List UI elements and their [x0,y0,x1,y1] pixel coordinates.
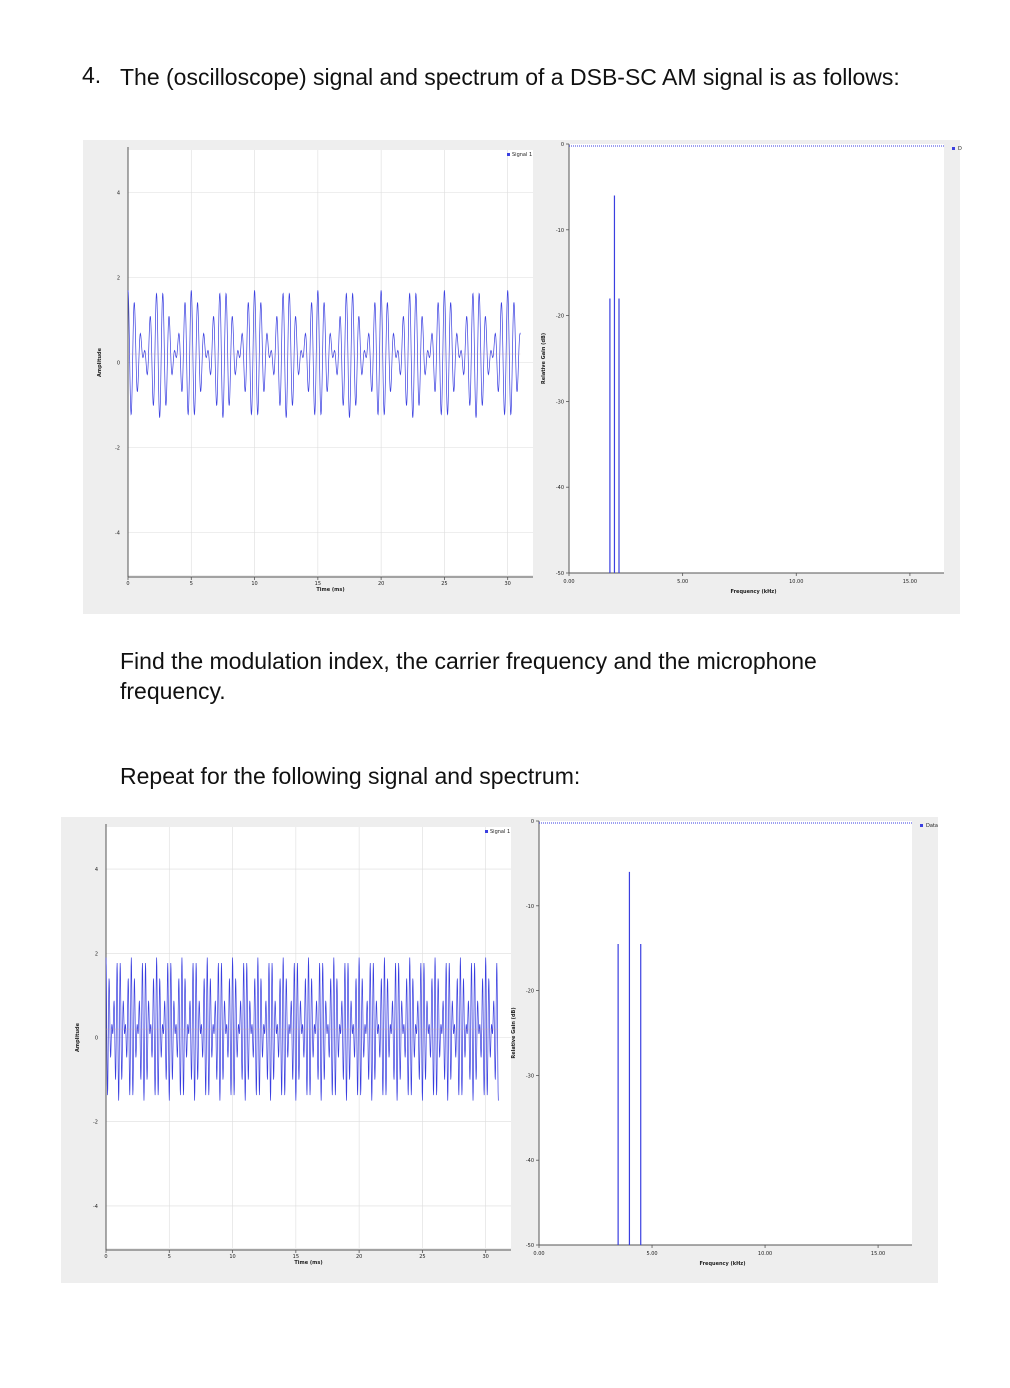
y-axis-label: Amplitude [75,1022,81,1053]
legend-swatch [485,830,488,833]
x-tick-label: 5 [167,1254,171,1260]
question-number: 4. [82,62,102,88]
x-axis-label: Time (ms) [294,1260,323,1266]
y-tick-label: -2 [115,445,120,452]
x-tick-label: 15 [314,581,322,587]
y-tick-label: 4 [94,867,98,874]
legend-label: D [958,146,962,152]
y-tick-label: 0 [94,1035,98,1042]
x-tick-label: 30 [482,1254,489,1260]
legend-label: Signal 1 [512,152,533,158]
y-tick-label: 2 [116,275,120,282]
y-tick-label: -4 [115,530,120,537]
x-tick-label: 5.00 [646,1251,658,1257]
x-axis-label: Frequency (kHz) [699,1261,746,1267]
x-tick-label: 5 [189,581,193,587]
x-tick-label: 0 [104,1254,108,1260]
y-axis-label: Amplitude [97,347,103,378]
figure-1 [83,140,960,614]
plot-area [539,821,912,1245]
y-tick-label: 0 [116,360,120,367]
x-axis-label: Time (ms) [316,587,345,593]
legend-swatch [507,153,510,156]
y-tick-label: -4 [93,1203,98,1210]
legend-label: Signal 1 [490,829,511,835]
y-tick-label: -10 [525,903,534,910]
x-tick-label: 5.00 [677,579,689,585]
y-tick-label: -10 [555,227,564,234]
y-axis-label: Relative Gain (dB) [511,1007,517,1059]
x-tick-label: 0.00 [533,1251,545,1257]
x-tick-label: 10 [229,1254,236,1260]
y-tick-label: 0 [560,142,564,148]
y-axis-label: Relative Gain (dB) [541,332,547,385]
question-text: The (oscilloscope) signal and spectrum of a DSB-SC AM signal is as follows: [120,64,900,90]
y-tick-label: -40 [525,1158,534,1165]
instruction-text: Find the modulation index, the carrier frequency and the microphone frequency. [120,648,817,704]
x-tick-label: 25 [419,1254,426,1260]
x-tick-label: 15.00 [870,1251,886,1257]
x-tick-label: 20 [355,1254,363,1260]
repeat-text: Repeat for the following signal and spectrum: [120,763,581,789]
legend-swatch [952,147,955,150]
time-plot-2 [75,824,511,1266]
legend-swatch [920,824,923,827]
spectrum-plot-1 [541,142,962,595]
x-tick-label: 25 [441,581,448,587]
x-tick-label: 15.00 [902,579,918,585]
x-axis-label: Frequency (kHz) [730,589,777,595]
x-tick-label: 20 [377,581,385,587]
x-tick-label: 10.00 [789,579,804,585]
y-tick-label: -2 [93,1119,98,1126]
y-tick-label: 0 [530,819,534,825]
y-tick-label: -20 [525,988,534,995]
x-tick-label: 0.00 [563,579,575,585]
figure-2 [61,817,938,1283]
x-tick-label: 30 [504,581,511,587]
y-tick-label: -50 [525,1243,534,1249]
y-tick-label: 2 [94,951,98,958]
legend-label: Data [926,823,938,829]
y-tick-label: -20 [555,313,564,320]
y-tick-label: -30 [555,399,564,406]
y-tick-label: -40 [555,485,564,492]
spectrum-plot-2 [511,819,938,1267]
y-tick-label: 4 [116,190,120,197]
plot-area [569,144,944,573]
time-plot-1 [97,147,533,593]
x-tick-label: 0 [126,581,130,587]
y-tick-label: -30 [525,1073,534,1080]
x-tick-label: 10.00 [757,1251,773,1257]
x-tick-label: 10 [251,581,258,587]
x-tick-label: 15 [292,1254,300,1260]
y-tick-label: -50 [555,571,564,577]
